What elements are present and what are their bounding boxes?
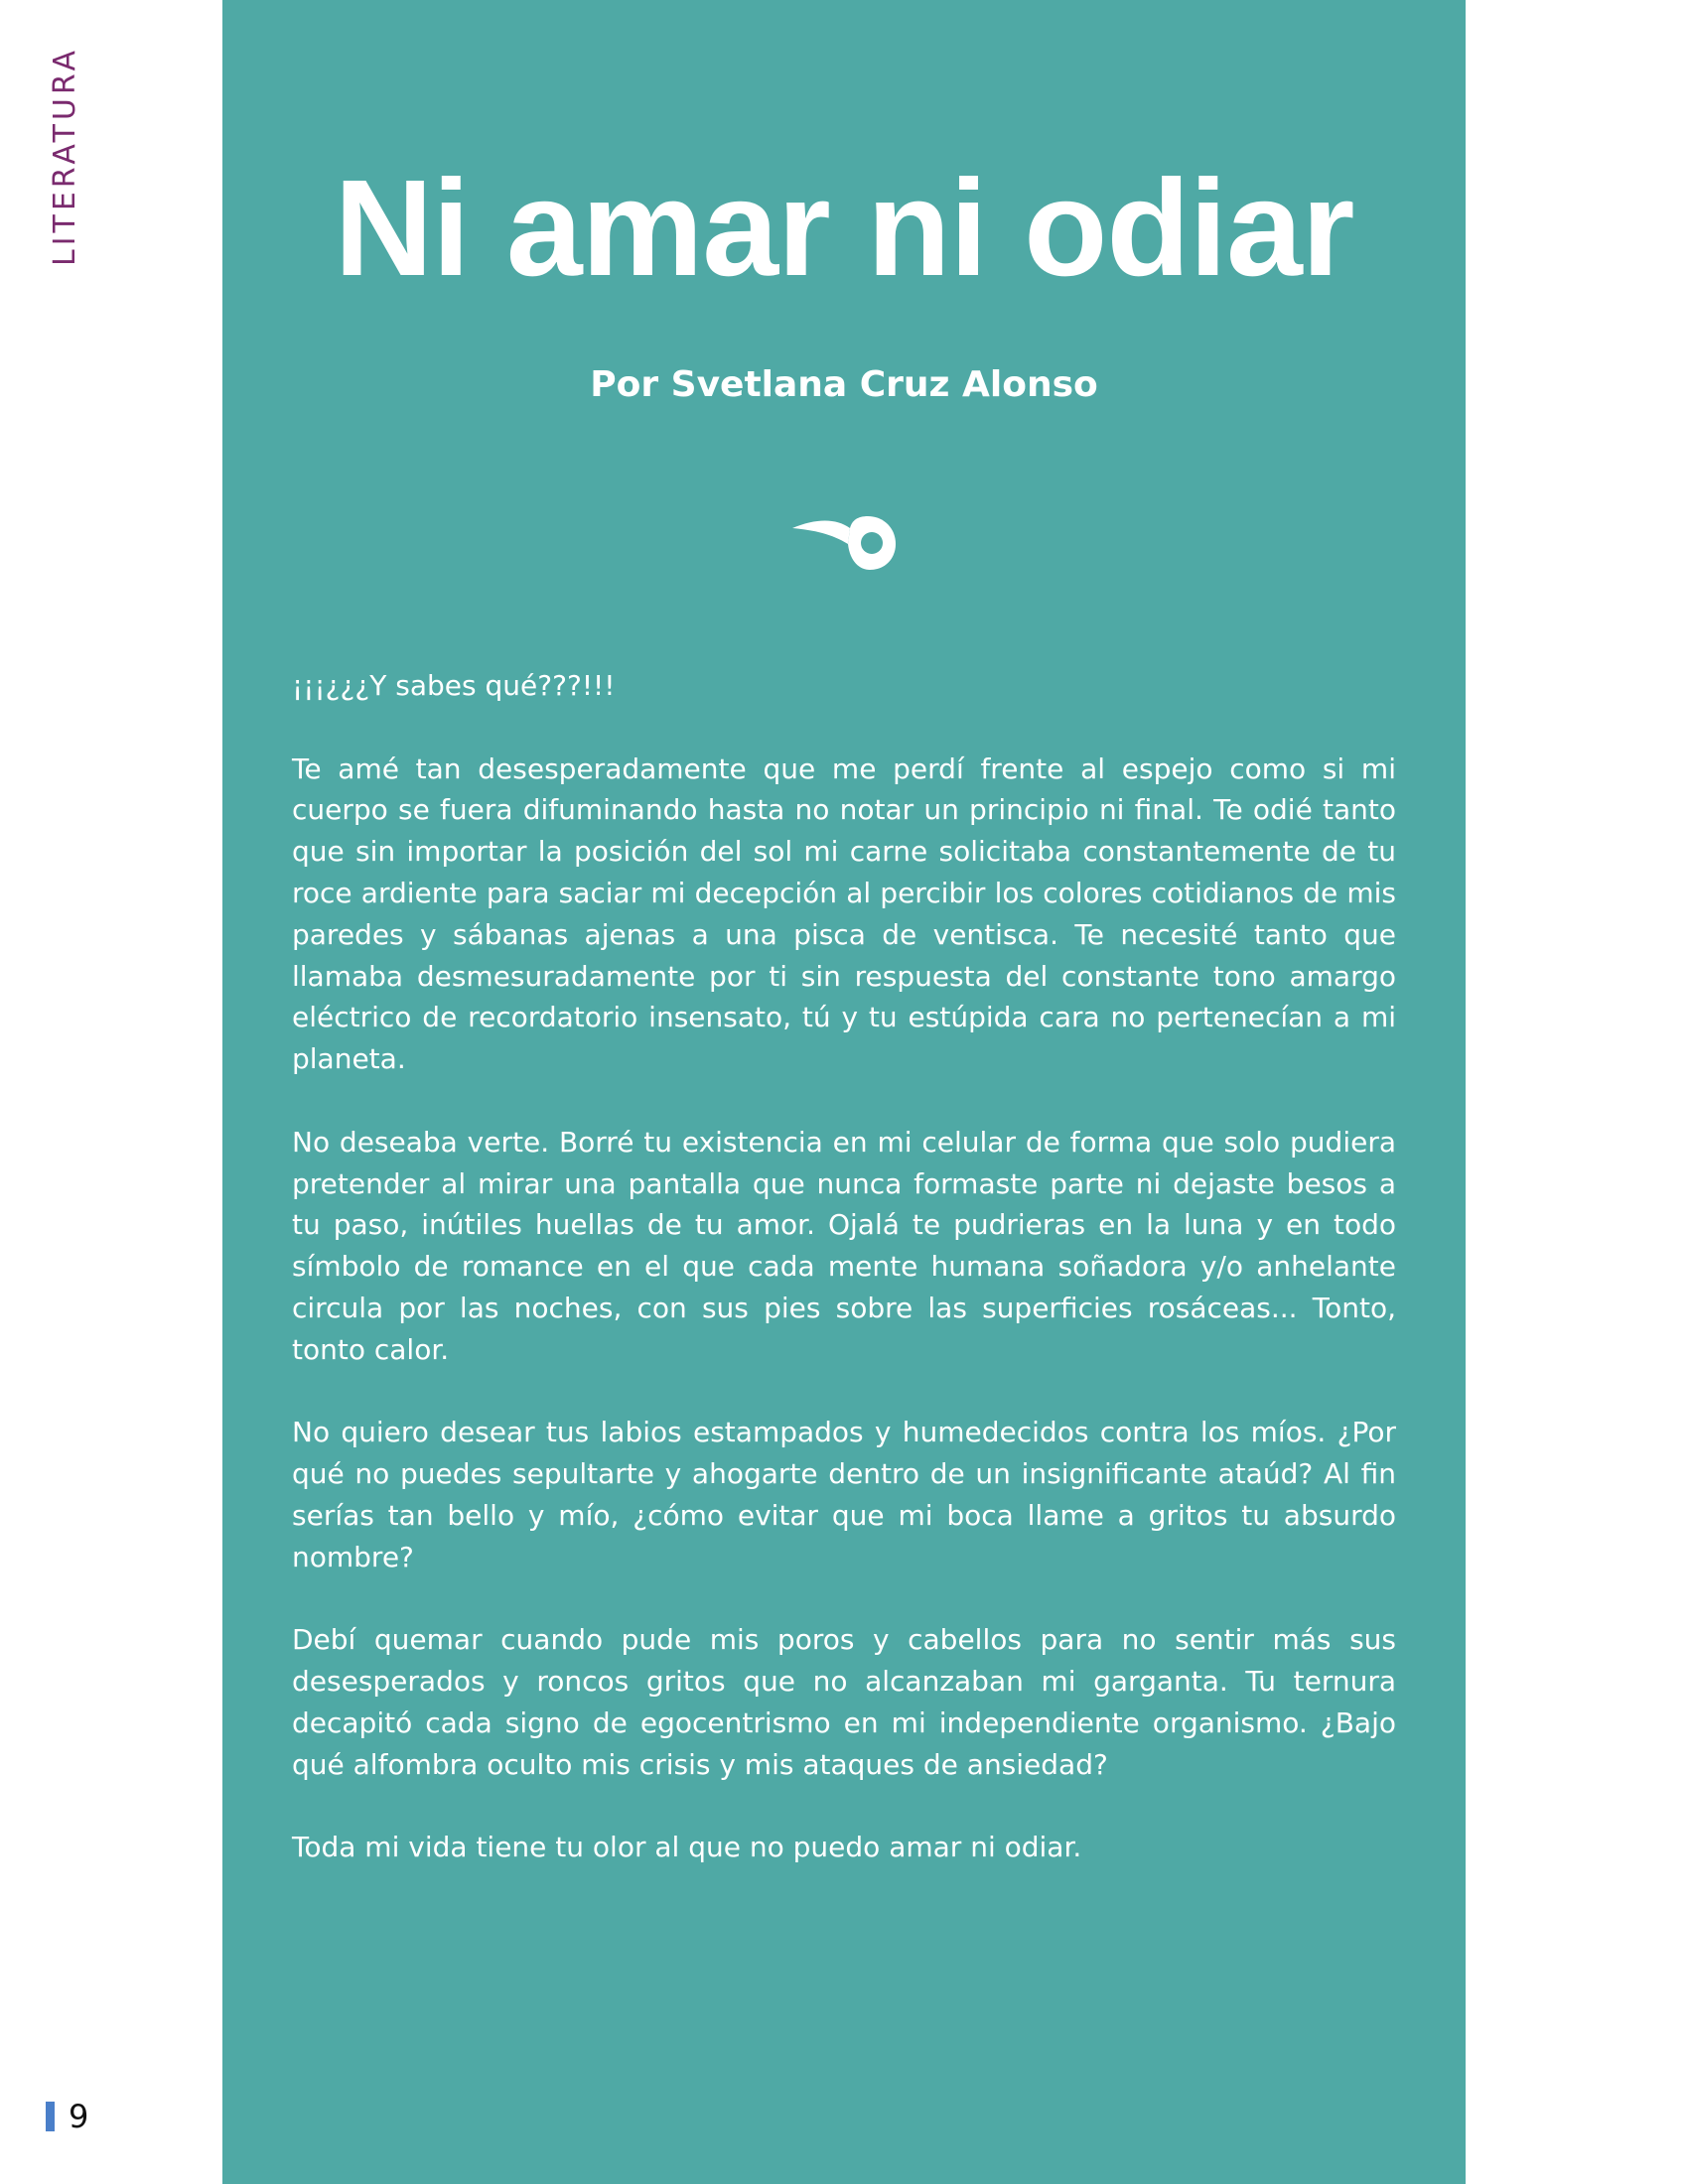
article-paragraph: Debí quemar cuando pude mis poros y cabellos para no sentir más sus desesperados y roncos gritos que no alcanzaban mi garganta. Tu ternura decapitó cada signo de egocentrismo en mi independiente organismo. ¿Bajo qué alfombra oculto mis crisis y mis ataques de ansiedad?	[292, 1623, 1396, 1781]
article-paragraph: No quiero desear tus labios estampados y humedecidos contra los míos. ¿Por qué no puedes sepultarte y ahogarte dentro de un insignificante ataúd? Al fin serías tan bello y mío, ¿cómo evitar que mi boca llame a gritos tu absurdo nombre?	[292, 1416, 1396, 1573]
article-paragraph: Toda mi vida tiene tu olor al que no puedo amar ni odiar.	[292, 1831, 1082, 1864]
article-byline: Por Svetlana Cruz Alonso	[590, 364, 1098, 405]
comet-ornament-icon	[788, 504, 900, 574]
article-paragraph: Te amé tan desesperadamente que me perdí frente al espejo como si mi cuerpo se fuera difuminando hasta no notar un principio ni final. Te odié tanto que sin importar la posición del sol mi carne solicitaba constantemente de tu roce ardiente para saciar mi decepción al percibir los colores cotidianos de mis paredes y sábanas ajenas a una pisca de ventisca. Te necesité tanto que llamaba desmesuradamente por ti sin respuesta del constante tono amargo eléctrico de recordatorio insensato, tú y tu estúpida cara no pertenecían a mi planeta.	[292, 751, 1396, 1076]
page-marker	[46, 2102, 55, 2131]
section-label-text: LITERATURA	[48, 46, 83, 266]
article-panel	[222, 0, 1466, 2184]
article-title: Ni amar ni odiar	[334, 152, 1354, 305]
page-number	[46, 2097, 88, 2136]
page-number-text: 9	[69, 2098, 89, 2135]
article-body	[292, 665, 1396, 1910]
article-paragraph: ¡¡¡¿¿¿Y sabes qué???!!!	[292, 669, 616, 702]
section-label	[48, 46, 83, 266]
article-paragraph: No deseaba verte. Borré tu existencia en mi celular de forma que solo pudiera pretender al mirar una pantalla que nunca formaste parte ni dejaste besos a tu paso, inútiles huellas de tu amor. Ojalá te pudrieras en la luna y en todo símbolo de romance en el que cada mente humana soñadora y/o anhelante circula por las noches, con sus pies sobre las superficies rosáceas... Tonto, tonto calor.	[292, 1125, 1396, 1366]
